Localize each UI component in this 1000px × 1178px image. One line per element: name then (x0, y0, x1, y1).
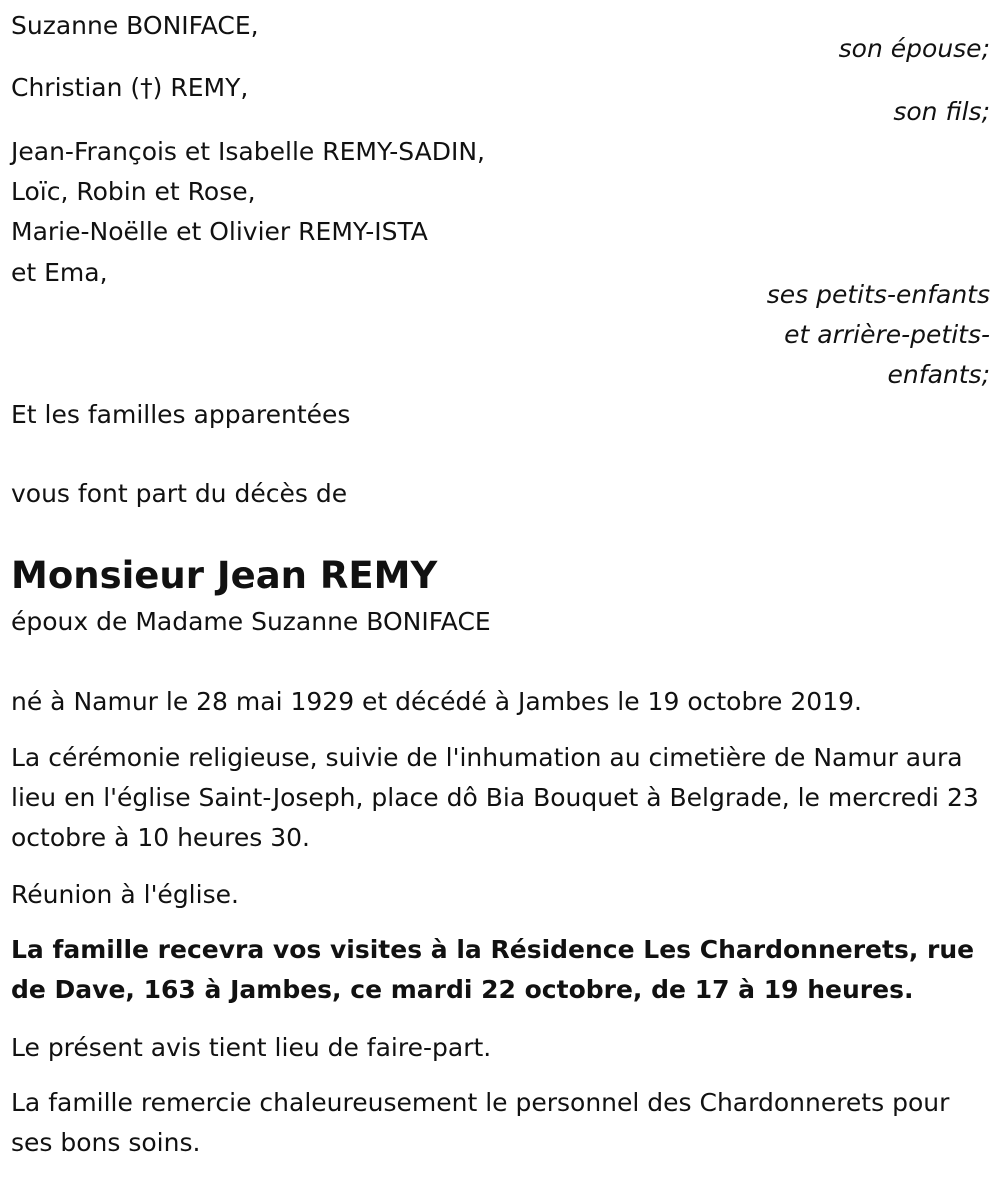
birth-death-line: né à Namur le 28 mai 1929 et décédé à Jambes le 19 octobre 2019. (11, 687, 862, 716)
wife-name: Suzanne BONIFACE, (11, 11, 259, 40)
grandchildren-role-line: ses petits-enfants (766, 280, 990, 309)
ceremony-paragraph: La cérémonie religieuse, suivie de l'inhumation au cimetière de Namur aura lieu en l'église Saint-Joseph, place dô Bia Bouquet à Belgrade, le mercredi 23 octobre à 10 heures 30. (11, 743, 979, 852)
thanks-paragraph: La famille remercie chaleureusement le personnel des Chardonnerets pour ses bons soins. (11, 1088, 950, 1157)
relatives-line: Et les familles apparentées (11, 400, 351, 429)
announcement-intro: vous font part du décès de (11, 479, 348, 508)
grandchildren-role-line: et arrière-petits- (784, 320, 990, 349)
visits-paragraph: La famille recevra vos visites à la Résidence Les Chardonnerets, rue de Dave, 163 à Jambes, ce mardi 22 octobre, de 17 à 19 heures. (11, 935, 975, 1004)
grandchildren-line: Jean-François et Isabelle REMY-SADIN, (11, 137, 485, 166)
spouse-line: époux de Madame Suzanne BONIFACE (11, 607, 491, 636)
grandchildren-line: et Ema, (11, 258, 108, 287)
deceased-name: Monsieur Jean REMY (11, 554, 438, 597)
notice-line: Le présent avis tient lieu de faire-part. (11, 1033, 492, 1062)
meeting-line: Réunion à l'église. (11, 880, 239, 909)
son-name: Christian (†) REMY, (11, 73, 249, 102)
wife-role: son épouse; (838, 34, 990, 63)
grandchildren-line: Loïc, Robin et Rose, (11, 177, 256, 206)
son-role: son fils; (893, 97, 990, 126)
grandchildren-role-line: enfants; (887, 360, 990, 389)
grandchildren-line: Marie-Noëlle et Olivier REMY-ISTA (11, 217, 428, 246)
